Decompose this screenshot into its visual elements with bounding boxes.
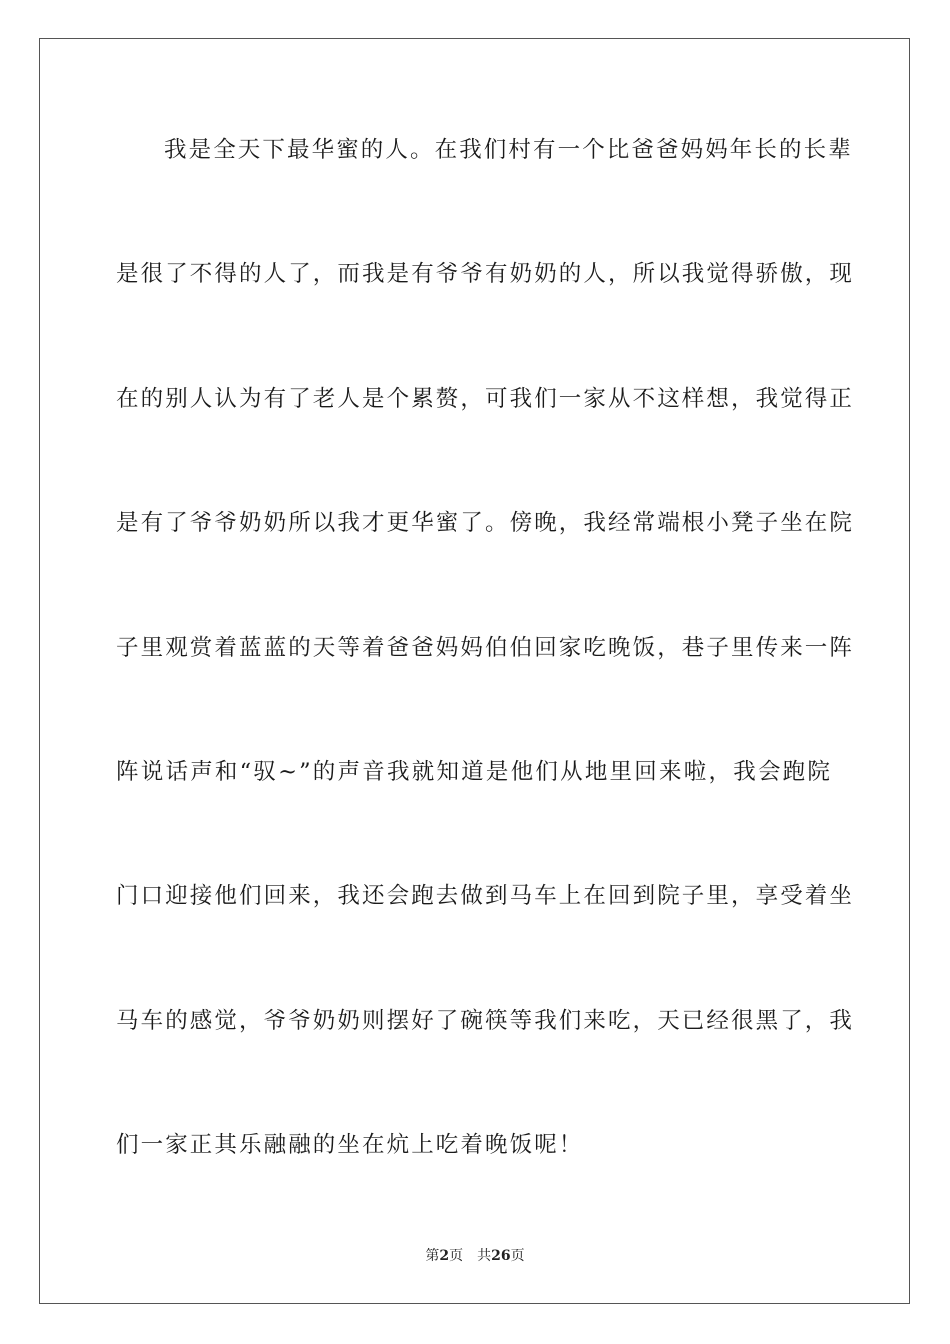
body-text	[116, 118, 855, 1238]
text-line: 马车的感觉，爷爷奶奶则摆好了碗筷等我们来吃，天已经很黑了，我	[116, 1007, 855, 1034]
page-suffix: 页	[449, 1248, 464, 1264]
text-line: 们一家正其乐融融的坐在炕上吃着晚饭呢！	[116, 1132, 584, 1159]
text-line: 子里观赏着蓝蓝的天等着爸爸妈妈伯伯回家吃晚饭，巷子里传来一阵	[116, 634, 855, 661]
text-line: 是有了爷爷奶奶所以我才更华蜜了。傍晚，我经常端根小凳子坐在院	[116, 510, 855, 537]
text-line: 我是全天下最华蜜的人。在我们村有一个比爸爸妈妈年长的长辈	[164, 137, 853, 163]
total-suffix: 页	[510, 1248, 525, 1264]
total-pages: 26	[491, 1248, 511, 1264]
page-prefix: 第	[425, 1248, 440, 1264]
page-number: 2	[439, 1248, 450, 1264]
text-line: 阵说话声和“驭~”的声音我就知道是他们从地里回来啦，我会跑院	[116, 758, 832, 785]
total-prefix: 共	[477, 1248, 492, 1264]
text-line: 在的别人认为有了老人是个累赘，可我们一家从不这样想，我觉得正	[116, 385, 855, 412]
text-line: 是很了不得的人了，而我是有爷爷有奶奶的人，所以我觉得骄傲，现	[116, 261, 855, 288]
text-line: 门口迎接他们回来，我还会跑去做到马车上在回到院子里，享受着坐	[116, 883, 855, 910]
page-footer	[0, 1246, 950, 1266]
